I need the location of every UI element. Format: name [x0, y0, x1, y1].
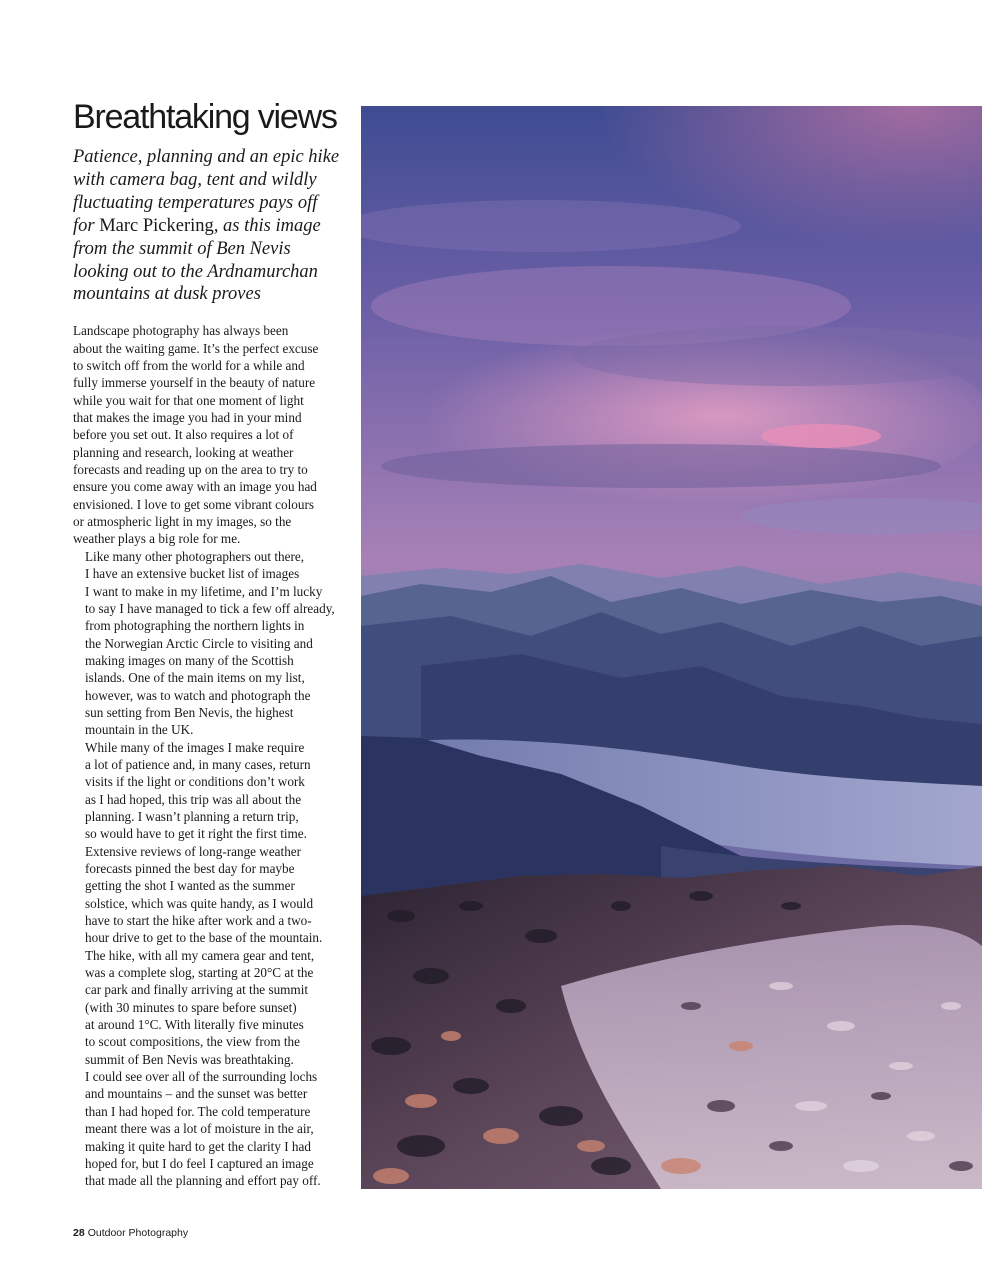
- body-line: visits if the light or conditions don’t work: [85, 774, 305, 790]
- body-line: making images on many of the Scottish: [85, 652, 294, 668]
- standfirst-text-end: , as this image from the summit of Ben Nevis looking out to the Ardnamurchan mountains at dusk proves: [73, 215, 321, 305]
- body-paragraph: [73, 739, 341, 947]
- body-line: than I had hoped for. The cold temperature: [85, 1103, 311, 1119]
- body-line: before you set out. It also requires a lot of: [73, 427, 294, 443]
- body-line: to switch off from the world for a while and: [73, 358, 305, 374]
- body-line: I want to make in my lifetime, and I’m lucky: [85, 583, 323, 599]
- body-line: I have an extensive bucket list of images: [85, 566, 300, 582]
- body-line: Extensive reviews of long-range weather: [85, 843, 302, 859]
- body-line: islands. One of the main items on my list,: [85, 670, 305, 686]
- body-line: to say I have managed to tick a few off already,: [85, 600, 335, 616]
- body-line: fully immerse yourself in the beauty of nature: [73, 375, 316, 391]
- body-text: [73, 322, 341, 1189]
- body-line: hoped for, but I do feel I captured an image: [85, 1155, 314, 1171]
- ben-nevis-dusk-image: [361, 106, 982, 1189]
- standfirst: [73, 146, 341, 306]
- body-line: getting the shot I wanted as the summer: [85, 878, 295, 894]
- body-line: Landscape photography has always been: [73, 323, 289, 339]
- body-line: Like many other photographers out there,: [85, 548, 304, 564]
- body-line: summit of Ben Nevis was breathtaking.: [85, 1051, 294, 1067]
- body-line: planning. I wasn’t planning a return trip,: [85, 808, 299, 824]
- body-line: solstice, which was quite handy, as I would: [85, 895, 314, 911]
- body-line: hour drive to get to the base of the mountain.: [85, 930, 323, 946]
- body-line: While many of the images I make require: [85, 739, 305, 755]
- author-name: Marc Pickering: [99, 215, 214, 236]
- body-line: about the waiting game. It’s the perfect excuse: [73, 340, 319, 356]
- body-line: I could see over all of the surrounding lochs: [85, 1069, 318, 1085]
- body-line: weather plays a big role for me.: [73, 531, 241, 547]
- body-line: or atmospheric light in my images, so the: [73, 514, 292, 530]
- body-line: however, was to watch and photograph the: [85, 687, 311, 703]
- body-line: a lot of patience and, in many cases, return: [85, 756, 311, 772]
- standfirst-text: Patience, planning and an epic hike with camera bag, tent and wildly fluctuating temperatures pays off for: [73, 147, 340, 236]
- article-column: [73, 96, 341, 1190]
- body-paragraph: [73, 947, 341, 1190]
- body-line: car park and finally arriving at the summit: [85, 982, 309, 998]
- body-line: so would have to get it right the first time.: [85, 826, 307, 842]
- body-line: that made all the planning and effort pay off.: [85, 1173, 321, 1189]
- body-line: and mountains – and the sunset was better: [85, 1086, 308, 1102]
- body-line: while you wait for that one moment of light: [73, 392, 304, 408]
- body-line: as I had hoped, this trip was all about the: [85, 791, 302, 807]
- body-line: to scout compositions, the view from the: [85, 1034, 300, 1050]
- page-number: 28: [73, 1227, 85, 1239]
- body-line: planning and research, looking at weather: [73, 444, 294, 460]
- body-paragraph: [73, 548, 341, 739]
- body-line: the Norwegian Arctic Circle to visiting and: [85, 635, 313, 651]
- body-paragraph: [73, 322, 341, 547]
- body-line: from photographing the northern lights in: [85, 618, 305, 634]
- body-line: ensure you come away with an image you had: [73, 479, 317, 495]
- page-footer: [73, 1227, 188, 1239]
- body-line: making it quite hard to get the clarity I had: [85, 1138, 311, 1154]
- body-line: The hike, with all my camera gear and tent,: [85, 947, 315, 963]
- body-line: at around 1°C. With literally five minutes: [85, 1017, 304, 1033]
- body-line: sun setting from Ben Nevis, the highest: [85, 704, 294, 720]
- body-line: envisioned. I love to get some vibrant colours: [73, 496, 314, 512]
- body-line: (with 30 minutes to spare before sunset): [85, 999, 297, 1015]
- body-line: that makes the image you had in your mind: [73, 410, 302, 426]
- body-line: mountain in the UK.: [85, 722, 194, 738]
- headline: Breathtaking views: [73, 98, 337, 136]
- landscape-photo: [361, 106, 982, 1189]
- body-line: forecasts pinned the best day for maybe: [85, 861, 295, 876]
- body-line: forecasts and reading up on the area to try to: [73, 462, 308, 478]
- body-line: was a complete slog, starting at 20°C at the: [85, 965, 314, 981]
- body-line: have to start the hike after work and a two-: [85, 913, 312, 929]
- body-line: meant there was a lot of moisture in the air,: [85, 1121, 314, 1137]
- publication-name: Outdoor Photography: [87, 1227, 189, 1239]
